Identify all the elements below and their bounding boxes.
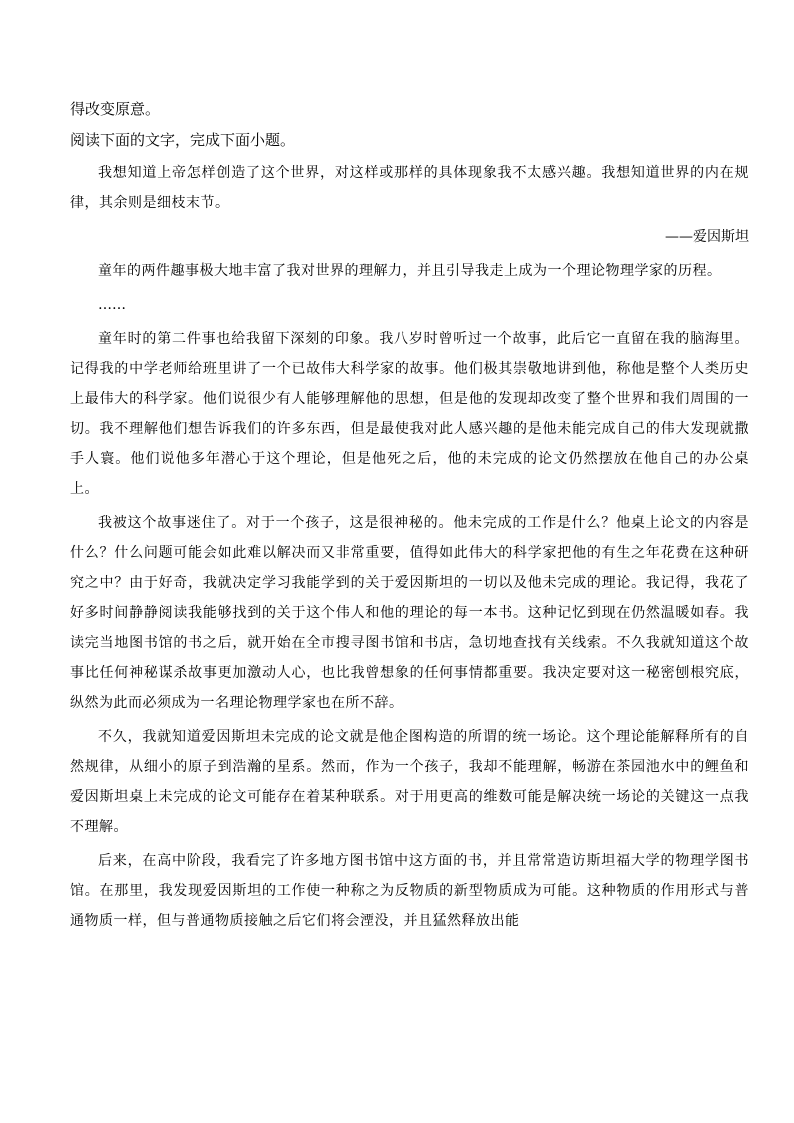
paragraph-intro: 童年的两件趣事极大地丰富了我对世界的理解力，并且引导我走上成为一个理论物理学家的历程。 — [98, 263, 722, 279]
reading-instruction: 阅读下面的文字，完成下面小题。 — [70, 131, 296, 149]
paragraph-high-school: 后来，在高中阶段，我看完了许多地方图书馆中这方面的书，并且常常造访斯坦福大学的物理学图书馆。在那里，我发现爱因斯坦的工作使一种称之为反物质的新型物质成为可能。这种物质的作用形式与普通物质一样，但与普通物质接触之后它们将会湮没，并且猛然释放出能 — [70, 853, 749, 929]
paragraph-unified-field: 不久，我就知道爱因斯坦未完成的论文就是他企图构造的所谓的统一场论。这个理论能解释所有的自然规律，从细小的原子到浩瀚的星系。然而，作为一个孩子，我却不能理解，畅游在茶园池水中的鲤鱼和爱因斯坦桌上未完成的论文可能存在着某种联系。对于用更高的维数可能是解决统一场论的关键这一点我不理解。 — [70, 729, 749, 835]
paragraph-ellipsis: …… — [98, 297, 126, 313]
epigraph-quote: 我想知道上帝怎样创造了这个世界，对这样或那样的具体现象我不太感兴趣。我想知道世界的内在规律，其余则是细枝末节。 — [70, 165, 749, 211]
epigraph-author: ——爱因斯坦 — [665, 229, 749, 245]
paragraph-fascinated: 我被这个故事迷住了。对于一个孩子，这是很神秘的。他未完成的工作是什么？他桌上论文的内容是什么？什么问题可能会如此难以解决而又非常重要，值得如此伟大的科学家把他的有生之年花费在这种研究之中？由于好奇，我就决定学习我能学到的关于爱因斯坦的一切以及他未完成的理论。我记得，我花了好多时间静静阅读我能够找到的关于这个伟人和他的理论的每一本书。这种记忆到现在仍然温暖如春。我读完当地图书馆的书之后，就开始在全市搜寻图书馆和书店，急切地查找有关线索。不久我就知道这个故事比任何神秘谋杀故事更加激动人心，也比我曾想象的任何事情都重要。我决定要对这一秘密刨根究底，纵然为此而必须成为一名理论物理学家也在所不辞。 — [70, 515, 749, 711]
document-page — [70, 96, 749, 940]
paragraph-second-event: 童年时的第二件事也给我留下深刻的印象。我八岁时曾听过一个故事，此后它一直留在我的脑海里。记得我的中学老师给班里讲了一个已故伟大科学家的故事。他们极其崇敬地讲到他，称他是整个人类历史上最伟大的科学家。他们说很少有人能够理解他的思想，但是他的发现却改变了整个世界和我们周围的一切。我不理解他们想告诉我们的许多东西，但是最使我对此人感兴趣的是他未能完成自己的伟大发现就撒手人寰。他们说他多年潜心于这个理论，但是他死之后，他的未完成的论文仍然摆放在他自己的办公桌上。 — [70, 331, 749, 497]
header-line-continuation: 得改变原意。 — [70, 100, 161, 118]
